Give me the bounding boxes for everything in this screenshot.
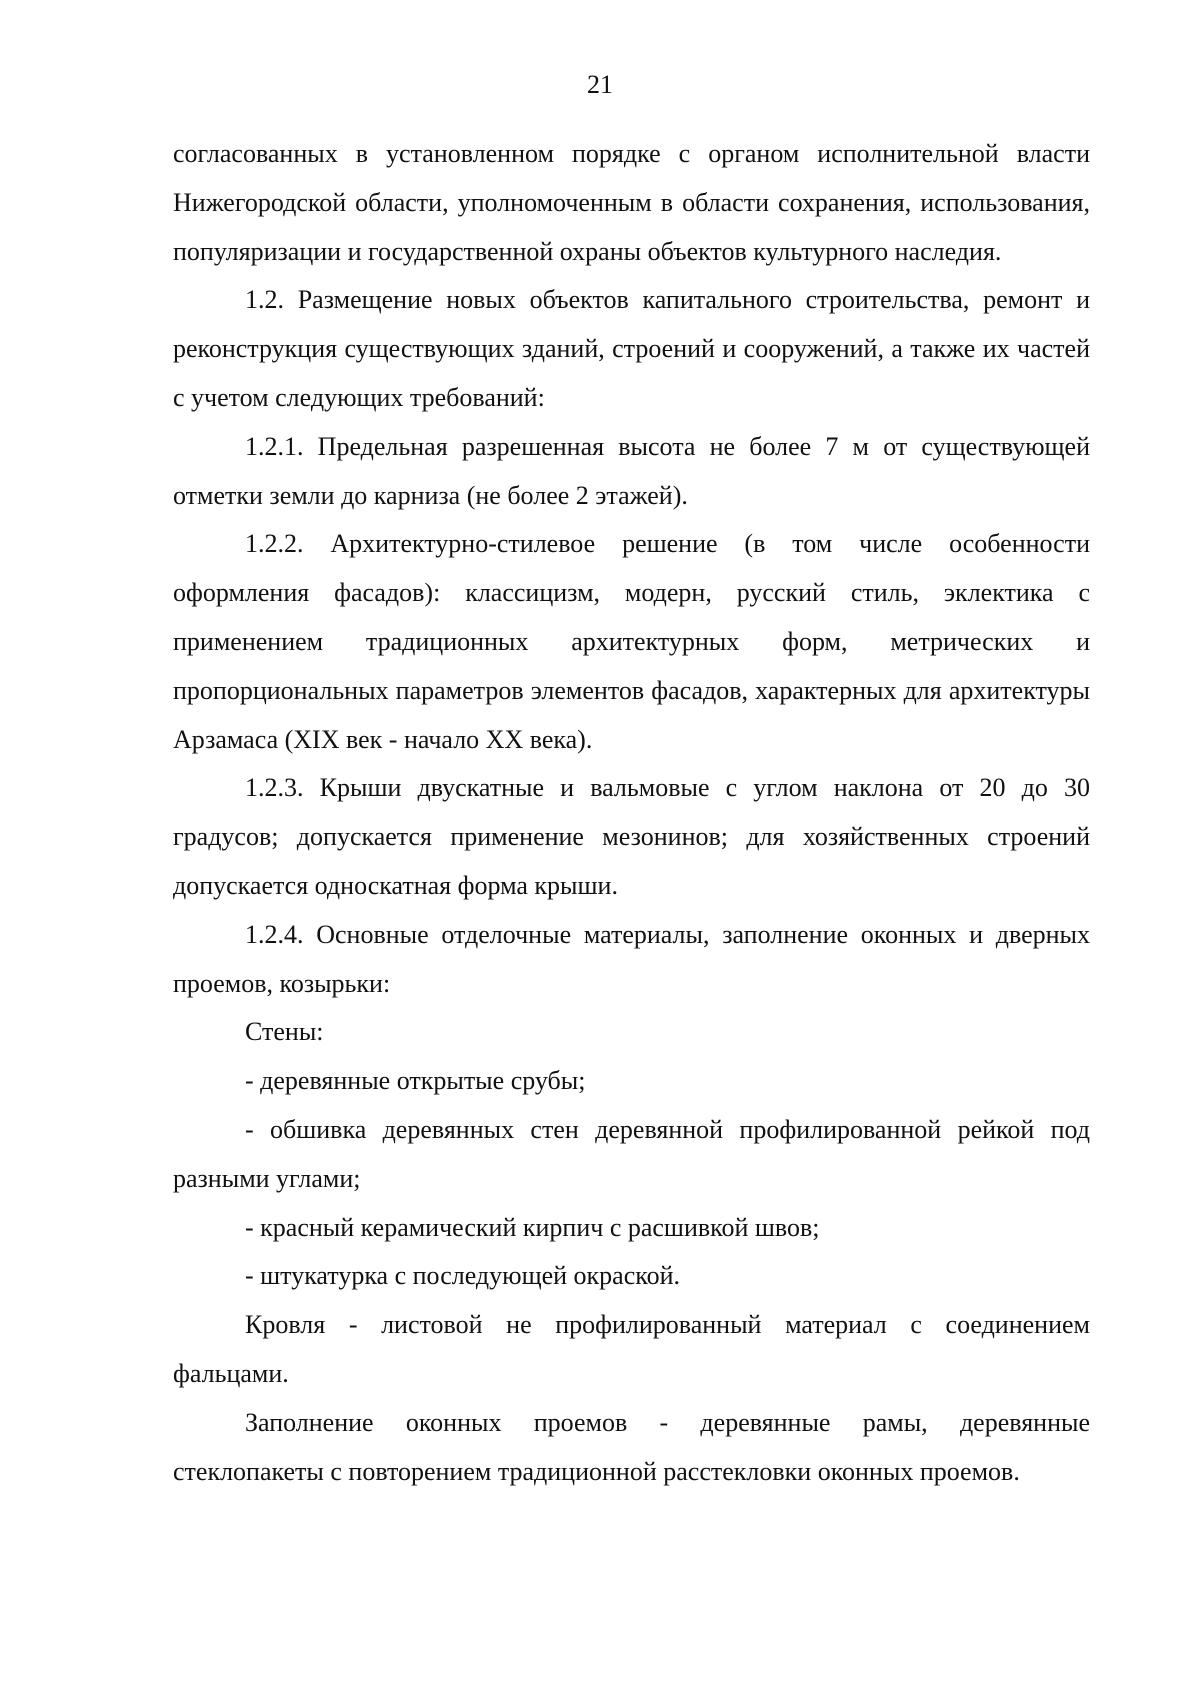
- window-fill-paragraph: Заполнение оконных проемов - деревянные рамы, деревянные стеклопакеты с повторением традиционной расстекловки оконных проемов.: [173, 1407, 1090, 1486]
- list-item: - деревянные открытые срубы;: [245, 1066, 586, 1096]
- list-item: - обшивка деревянных стен деревянной профилированной рейкой под разными углами;: [173, 1114, 1090, 1193]
- list-item: - штукатурка с последующей окраской.: [245, 1261, 680, 1291]
- roofing-paragraph: Кровля - листовой не профилированный материал с соединением фальцами.: [173, 1310, 1090, 1388]
- paragraph-continuation: согласованных в установленном порядке с органом исполнительной власти Нижегородской области, уполномоченным в области сохранения, использования, популяризации и государственной охраны объектов культурного наследия.: [173, 139, 1090, 266]
- walls-heading: Стены:: [245, 1017, 324, 1047]
- paragraph-1-2-1: 1.2.1. Предельная разрешенная высота не более 7 м от существующей отметки земли до карниза (не более 2 этажей).: [173, 431, 1090, 510]
- page-number: 21: [587, 70, 613, 99]
- paragraph-1-2-2: 1.2.2. Архитектурно-стилевое решение (в том числе особенности оформления фасадов): классицизм, модерн, русский стиль, эклектика с применением традиционных архитектурных форм, метрических и пропорциональных параметров элементов фасадов, характерных для архитектуры Арзамаса (XIX век - начало XX века).: [173, 529, 1090, 754]
- list-item: - красный керамический кирпич с расшивкой швов;: [245, 1212, 820, 1242]
- document-body: [173, 130, 1090, 1496]
- paragraph-1-2: 1.2. Размещение новых объектов капитального строительства, ремонт и реконструкция существующих зданий, строений и сооружений, а также их частей с учетом следующих требований:: [173, 285, 1090, 412]
- paragraph-1-2-4: 1.2.4. Основные отделочные материалы, заполнение оконных и дверных проемов, козырьки:: [173, 919, 1090, 998]
- paragraph-1-2-3: 1.2.3. Крыши двускатные и вальмовые с углом наклона от 20 до 30 градусов; допускается применение мезонинов; для хозяйственных строений допускается односкатная форма крыши.: [173, 773, 1090, 900]
